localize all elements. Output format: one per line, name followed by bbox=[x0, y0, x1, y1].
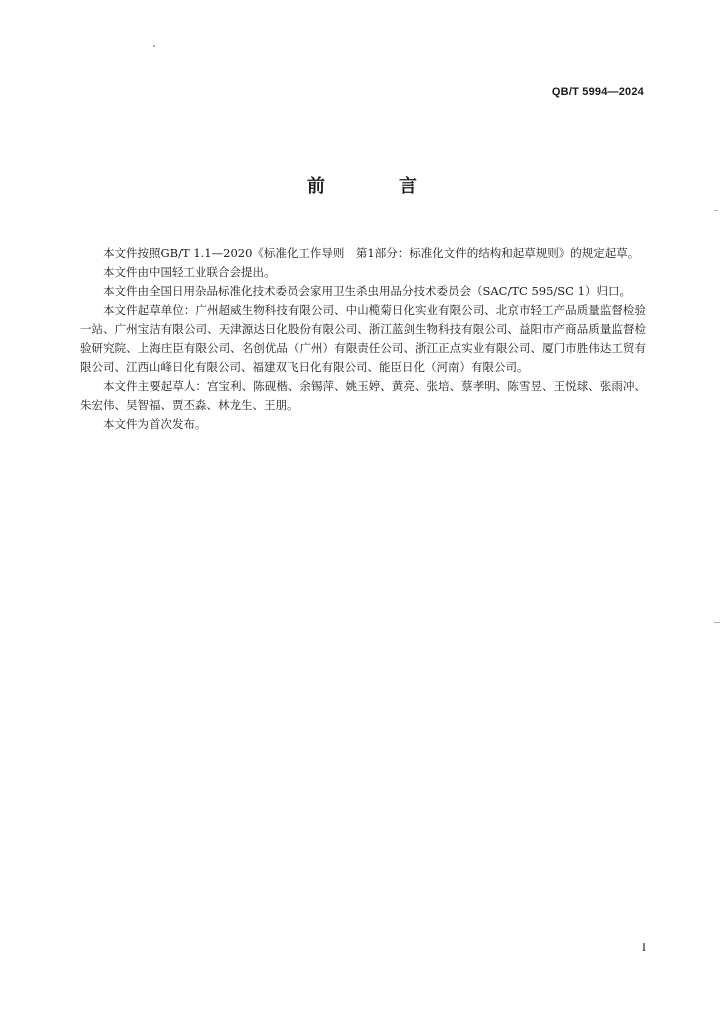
foreword-body bbox=[80, 244, 646, 434]
scan-edge-mark bbox=[714, 622, 720, 623]
paragraph-first-release: 本文件为首次发布。 bbox=[103, 417, 207, 431]
paragraph-main-drafters: 本文件主要起草人：宫宝利、陈砚楷、余锡萍、姚玉婷、黄亮、张培、蔡孝明、陈雪昱、王悦球、张雨冲、朱宏伟、吴智福、贾丕淼、林龙生、王朋。 bbox=[80, 379, 646, 412]
paragraph-administered-by: 本文件由全国日用杂品标准化技术委员会家用卫生杀虫用品分技术委员会（SAC/TC 595/SC 1）归口。 bbox=[103, 284, 631, 298]
page-title: 前 言 bbox=[307, 176, 445, 197]
standard-code: QB/T 5994—2024 bbox=[551, 86, 644, 98]
paragraph-drafting-units: 本文件起草单位：广州超威生物科技有限公司、中山榄菊日化实业有限公司、北京市轻工产品质量监督检验一站、广州宝洁有限公司、天津源达日化股份有限公司、浙江蓝剑生物科技有限公司、益阳市产商品质量监督检验研究院、上海庄臣有限公司、名创优品（广州）有限责任公司、浙江正点实业有限公司、厦门市胜伟达工贸有限公司、江西山峰日化有限公司、福建双飞日化有限公司、能臣日化（河南）有限公司。 bbox=[80, 303, 646, 374]
scan-speck bbox=[153, 45, 155, 47]
paragraph-proposed-by: 本文件由中国轻工业联合会提出。 bbox=[103, 265, 276, 279]
scan-edge-mark bbox=[714, 210, 718, 211]
page-number: I bbox=[642, 940, 646, 954]
paragraph-drafting-rules: 本文件按照GB/T 1.1—2020《标准化工作导则 第1部分：标准化文件的结构和起草规则》的规定起草。 bbox=[103, 246, 640, 260]
